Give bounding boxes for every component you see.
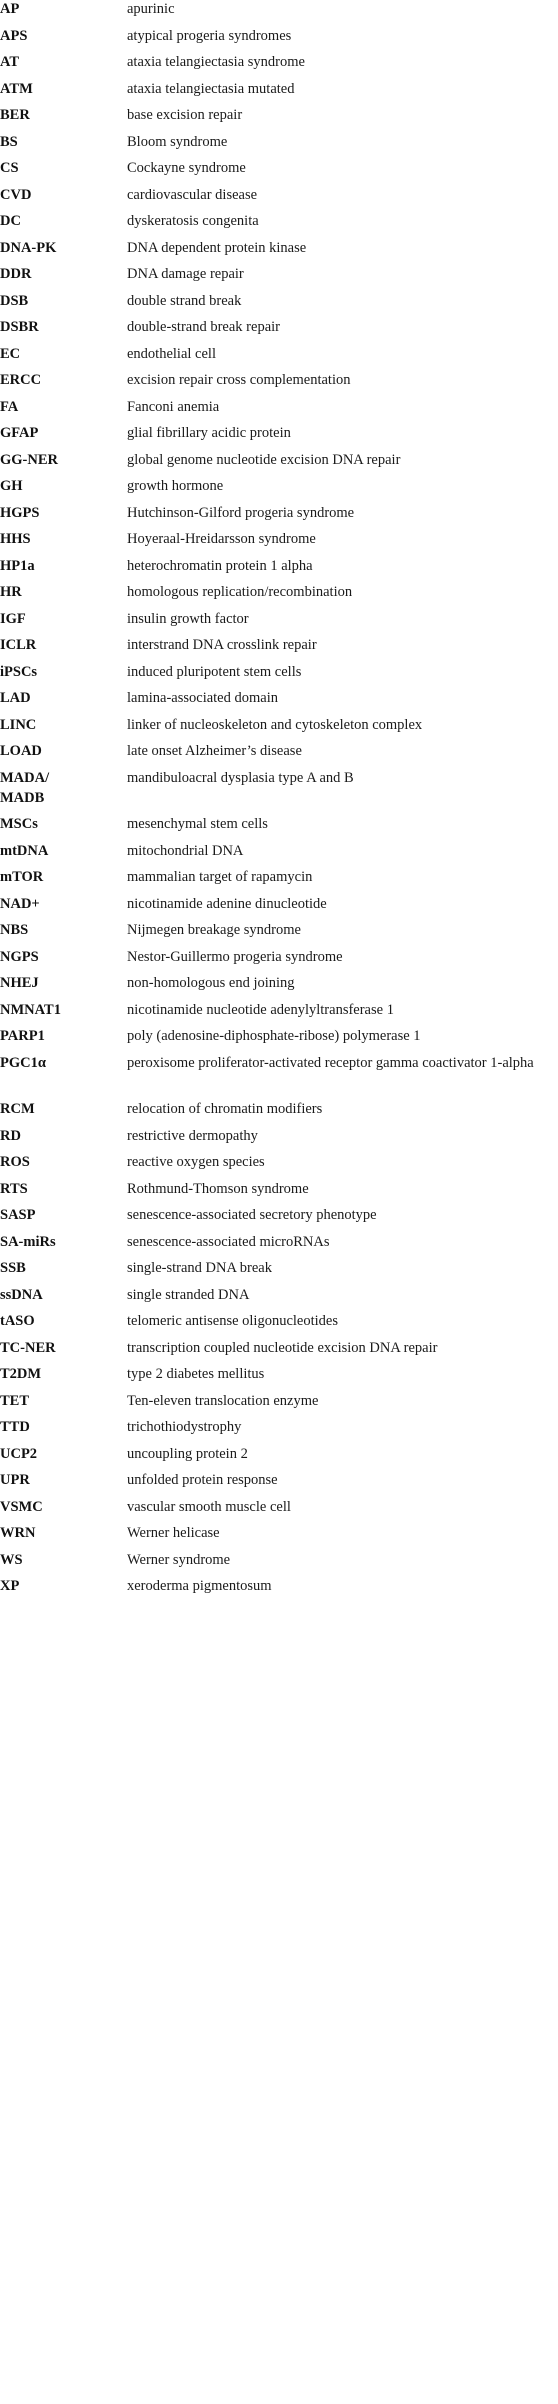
abbreviation-definition: single stranded DNA xyxy=(127,1286,250,1303)
abbreviation-definition: induced pluripotent stem cells xyxy=(127,663,302,680)
abbreviation-definition: lamina-associated domain xyxy=(127,690,278,706)
abbreviation-definition: mesenchymal stem cells xyxy=(127,816,268,832)
abbreviation-definition: Hutchinson-Gilford progeria syndrome xyxy=(127,504,355,521)
abbreviation-term: HP1a xyxy=(0,557,35,574)
abbreviation-definition: Hoyeraal-Hreidarsson syndrome xyxy=(127,531,316,547)
abbreviation-term: ERCC xyxy=(0,372,42,388)
abbreviation-definition: Rothmund-Thomson syndrome xyxy=(127,1180,309,1197)
abbreviation-term: DSBR xyxy=(0,319,39,335)
abbreviation-definition: Fanconi anemia xyxy=(127,398,220,415)
abbreviation-term: GFAP xyxy=(0,425,39,441)
abbreviation-term: GH xyxy=(0,478,23,494)
abbreviation-term: T2DM xyxy=(0,1366,42,1382)
abbreviation-definition: endothelial cell xyxy=(127,345,216,362)
abbreviation-term: FA xyxy=(0,398,19,415)
abbreviation-term: LAD xyxy=(0,690,31,706)
abbreviation-definition: Werner syndrome xyxy=(127,1551,231,1568)
abbreviation-definition: unfolded protein response xyxy=(127,1472,278,1488)
abbreviation-term: HR xyxy=(0,584,22,600)
abbreviation-term: LOAD xyxy=(0,743,42,759)
abbreviation-term: HHS xyxy=(0,531,31,547)
abbreviation-term: CVD xyxy=(0,186,32,203)
abbreviation-definition: mammalian target of rapamycin xyxy=(127,869,313,885)
abbreviation-definition: xeroderma pigmentosum xyxy=(127,1578,272,1594)
abbreviation-definition: Werner helicase xyxy=(127,1525,220,1541)
abbreviation-definition: cardiovascular disease xyxy=(127,186,258,203)
abbreviation-term: RCM xyxy=(0,1101,35,1117)
abbreviation-definition: homologous replication/recombination xyxy=(127,584,353,600)
abbreviation-term: ATM xyxy=(0,80,33,97)
abbreviation-term: WS xyxy=(0,1551,23,1568)
abbreviation-definition: glial fibrillary acidic protein xyxy=(127,425,291,441)
abbreviation-definition: global genome nucleotide excision DNA repair xyxy=(127,451,401,468)
abbreviation-definition: Bloom syndrome xyxy=(127,133,228,150)
abbreviation-definition: insulin growth factor xyxy=(127,610,249,627)
abbreviation-definition: single-strand DNA break xyxy=(127,1260,272,1276)
abbreviation-term: ROS xyxy=(0,1154,30,1170)
abbreviation-term: IGF xyxy=(0,610,26,627)
abbreviation-definition: linker of nucleoskeleton and cytoskeleton complex xyxy=(127,716,423,733)
abbreviation-definition: interstrand DNA crosslink repair xyxy=(127,637,317,653)
abbreviation-term: HGPS xyxy=(0,504,40,521)
abbreviation-definition: atypical progeria syndromes xyxy=(127,27,292,44)
abbreviation-term: TTD xyxy=(0,1419,30,1435)
abbreviation-term: TET xyxy=(0,1392,30,1409)
abbreviation-definition: nicotinamide nucleotide adenylyltransferase 1 xyxy=(127,1001,394,1018)
abbreviation-term: NHEJ xyxy=(0,975,39,991)
abbreviation-term: MSCs xyxy=(0,816,38,832)
abbreviation-term: DNA-PK xyxy=(0,239,57,256)
abbreviation-term: DC xyxy=(0,213,21,229)
abbreviation-term: ICLR xyxy=(0,637,37,653)
abbreviation-definition: telomeric antisense oligonucleotides xyxy=(127,1313,338,1329)
abbreviation-definition: vascular smooth muscle cell xyxy=(127,1498,291,1515)
abbreviation-definition: mandibuloacral dysplasia type A and B xyxy=(127,769,354,786)
abbreviation-definition: ataxia telangiectasia mutated xyxy=(127,80,295,97)
abbreviation-term: AP xyxy=(0,1,20,17)
abbreviation-definition: trichothiodystrophy xyxy=(127,1419,242,1435)
abbreviation-definition: growth hormone xyxy=(127,478,224,494)
abbreviation-definition: heterochromatin protein 1 alpha xyxy=(127,557,313,574)
abbreviation-term: GG-NER xyxy=(0,451,58,468)
abbreviation-definition: restrictive dermopathy xyxy=(127,1127,258,1144)
abbreviation-term: mTOR xyxy=(0,869,44,885)
abbreviation-definition: late onset Alzheimer’s disease xyxy=(127,743,302,759)
abbreviation-term: LINC xyxy=(0,716,37,733)
abbreviation-term: SSB xyxy=(0,1260,26,1276)
abbreviation-term: XP xyxy=(0,1578,20,1594)
abbreviation-definition: non-homologous end joining xyxy=(127,975,295,991)
abbreviation-term: PARP1 xyxy=(0,1028,45,1044)
abbreviation-definition: dyskeratosis congenita xyxy=(127,213,259,229)
abbreviation-definition: peroxisome proliferator-activated receptor gamma coactivator 1-alpha xyxy=(127,1054,534,1071)
abbreviation-term: DDR xyxy=(0,266,32,282)
abbreviation-definition: senescence-associated secretory phenotype xyxy=(127,1207,377,1223)
abbreviation-term: PGC1α xyxy=(0,1054,46,1071)
abbreviation-term: EC xyxy=(0,345,21,362)
abbreviation-definition: Cockayne syndrome xyxy=(127,160,246,176)
abbreviation-definition: mitochondrial DNA xyxy=(127,842,244,859)
abbreviation-term: APS xyxy=(0,27,28,44)
abbreviation-term: ssDNA xyxy=(0,1286,43,1303)
abbreviation-term: BS xyxy=(0,133,18,150)
abbreviation-definition: uncoupling protein 2 xyxy=(127,1445,248,1462)
abbreviation-definition: transcription coupled nucleotide excision DNA repair xyxy=(127,1339,438,1356)
abbreviation-term: RD xyxy=(0,1127,21,1144)
abbreviation-term: iPSCs xyxy=(0,663,38,680)
abbreviation-term: NMNAT1 xyxy=(0,1001,61,1018)
abbreviation-definition: nicotinamide adenine dinucleotide xyxy=(127,895,327,912)
abbreviation-definition: ataxia telangiectasia syndrome xyxy=(127,54,305,70)
abbreviation-definition: excision repair cross complementation xyxy=(127,372,351,388)
abbreviation-definition: double-strand break repair xyxy=(127,319,280,335)
abbreviation-term: MADA/ MADB xyxy=(0,769,50,806)
abbreviation-definition: relocation of chromatin modifiers xyxy=(127,1101,323,1117)
abbreviation-term: UPR xyxy=(0,1472,30,1488)
abbreviation-term: CS xyxy=(0,160,19,176)
abbreviation-definition: Nestor-Guillermo progeria syndrome xyxy=(127,948,343,965)
abbreviation-term: RTS xyxy=(0,1180,28,1197)
abbreviation-definition: apurinic xyxy=(127,1,175,17)
abbreviation-term: NBS xyxy=(0,922,29,938)
abbreviation-term: BER xyxy=(0,107,30,123)
abbreviation-term: NAD+ xyxy=(0,895,40,912)
abbreviation-definition: poly (adenosine-diphosphate-ribose) polymerase 1 xyxy=(127,1028,421,1044)
abbreviation-term: UCP2 xyxy=(0,1445,38,1462)
abbreviation-definition: base excision repair xyxy=(127,107,243,123)
abbreviation-definition: Nijmegen breakage syndrome xyxy=(127,922,301,938)
abbreviation-definition: senescence-associated microRNAs xyxy=(127,1233,330,1250)
abbreviation-term: WRN xyxy=(0,1525,36,1541)
abbreviation-term: SASP xyxy=(0,1207,36,1223)
abbreviation-term: AT xyxy=(0,54,20,70)
abbreviation-term: tASO xyxy=(0,1313,35,1329)
abbreviation-term: VSMC xyxy=(0,1498,43,1515)
abbreviation-term: DSB xyxy=(0,292,29,309)
abbreviation-definition: type 2 diabetes mellitus xyxy=(127,1366,265,1382)
abbreviation-definition: DNA damage repair xyxy=(127,266,244,282)
abbreviation-term: mtDNA xyxy=(0,842,49,859)
abbreviation-definition: reactive oxygen species xyxy=(127,1154,265,1170)
abbreviation-definition: DNA dependent protein kinase xyxy=(127,239,307,256)
abbreviation-definition: Ten-eleven translocation enzyme xyxy=(127,1392,319,1409)
abbreviation-term: TC-NER xyxy=(0,1339,56,1356)
abbreviation-definition: double strand break xyxy=(127,292,242,309)
abbreviation-term: SA-miRs xyxy=(0,1233,56,1250)
abbreviation-term: NGPS xyxy=(0,948,39,965)
